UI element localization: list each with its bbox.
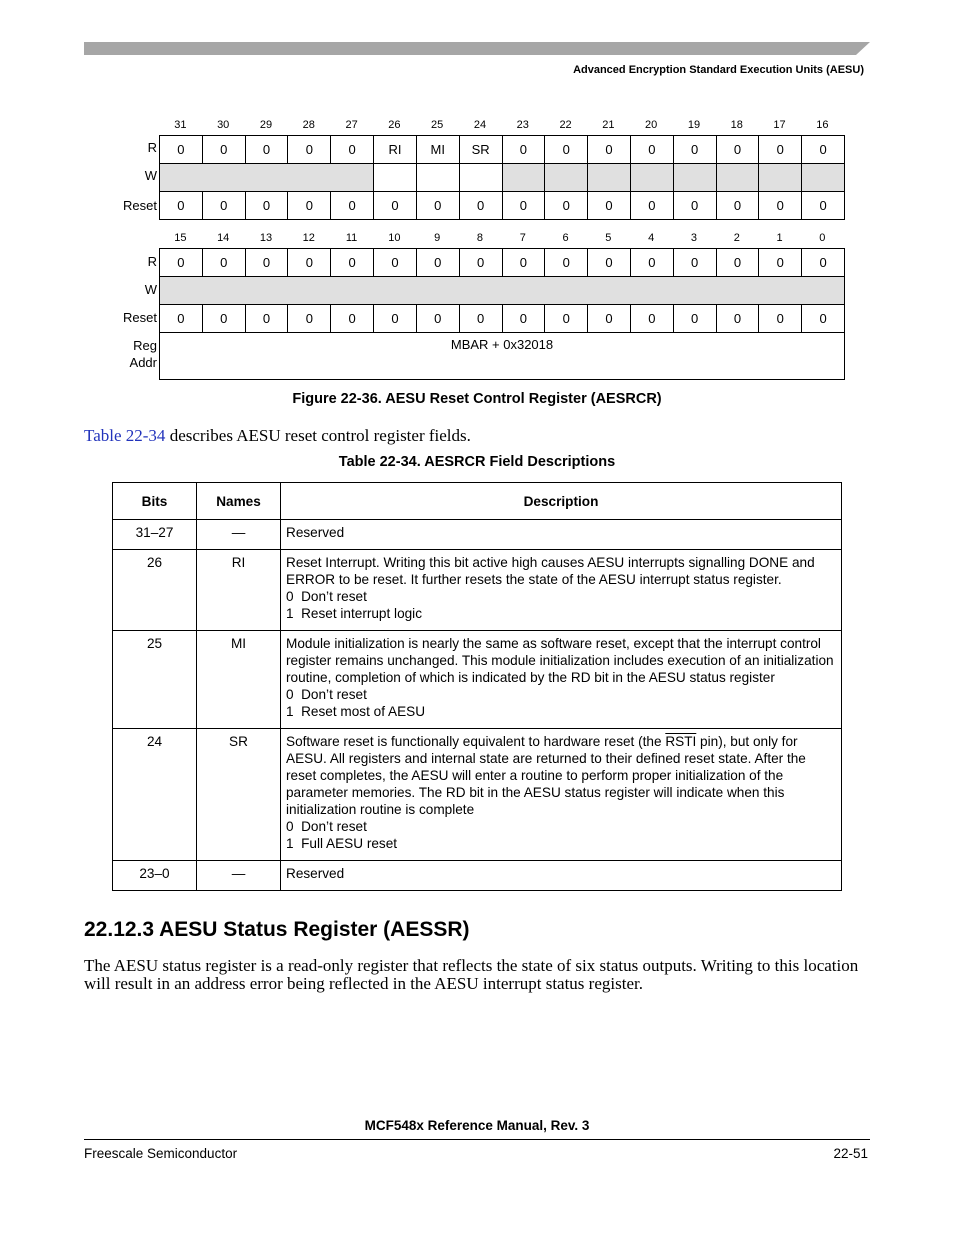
bit-number: 13 (259, 232, 273, 244)
header-description: Description (281, 483, 842, 520)
bit-number: 26 (388, 119, 401, 131)
description-text-b: pin), but only for AESU. All registers and internal state are returned to their defined reset state. After the reset completes, the AESU will enter a routine to perform proper initialization of the parameter memories. The RD bit in the AESU status register will indicate when this initialization routine is complete (286, 734, 806, 817)
write-cell (545, 164, 588, 192)
write-cell (759, 164, 802, 192)
read-row-lower (160, 249, 845, 277)
reset-bit-cell: 0 (673, 305, 716, 333)
cell-bits: 26 (113, 550, 197, 631)
intro-paragraph (84, 426, 471, 446)
table-row (113, 729, 842, 861)
reset-bit-cell: 0 (202, 305, 245, 333)
read-bit-cell: 0 (160, 249, 203, 277)
reset-bit-cell: 0 (459, 305, 502, 333)
bit-number: 28 (302, 119, 315, 131)
option-0: 0 Don’t reset (286, 687, 367, 702)
reset-bit-cell: 0 (802, 192, 845, 220)
reset-bit-cell: 0 (331, 305, 374, 333)
signal-name-rsti: RSTI (665, 734, 697, 749)
read-bit-cell: 0 (245, 136, 288, 164)
read-bit-cell: 0 (288, 136, 331, 164)
row-label-w: W (144, 282, 157, 297)
section-heading: 22.12.3 AESU Status Register (AESSR) (84, 918, 470, 941)
bit-number: 6 (562, 232, 569, 244)
read-bit-cell: 0 (716, 136, 759, 164)
footer-divider (84, 1139, 870, 1140)
cell-bits: 24 (113, 729, 197, 861)
reset-bit-cell: 0 (759, 192, 802, 220)
table-link[interactable]: Table 22-34 (84, 426, 166, 445)
bit-number: 31 (174, 119, 187, 131)
reset-bit-cell: 0 (545, 305, 588, 333)
bit-number: 18 (730, 119, 743, 131)
cell-name: — (197, 520, 281, 550)
bit-numbers-upper (159, 119, 844, 131)
read-bit-cell: 0 (545, 136, 588, 164)
row-label-reg: Reg (133, 338, 157, 353)
bit-number: 19 (687, 119, 701, 131)
read-bit-cell: 0 (759, 136, 802, 164)
register-upper-table (159, 135, 845, 220)
row-label-reset: Reset (123, 310, 157, 325)
bit-number: 23 (516, 119, 529, 131)
read-bit-cell: 0 (502, 249, 545, 277)
bit-number: 22 (559, 119, 572, 131)
write-cell (802, 164, 845, 192)
row-label-w: W (144, 168, 157, 183)
page-number: 22-51 (833, 1146, 868, 1161)
bit-number: 15 (174, 232, 187, 244)
write-cell-sr (459, 164, 502, 192)
cell-name: MI (197, 631, 281, 729)
cell-description (281, 550, 842, 631)
reset-bit-cell: 0 (160, 305, 203, 333)
write-cell (630, 164, 673, 192)
read-row-upper (160, 136, 845, 164)
read-bit-cell: 0 (802, 136, 845, 164)
field-descriptions-table (112, 482, 842, 891)
reset-bit-cell: 0 (288, 305, 331, 333)
read-bit-cell: 0 (759, 249, 802, 277)
cell-name: RI (197, 550, 281, 631)
read-bit-cell: 0 (802, 249, 845, 277)
reset-bit-cell: 0 (502, 305, 545, 333)
write-cell (673, 164, 716, 192)
bit-number: 12 (302, 232, 315, 244)
table-header-row (113, 483, 842, 520)
reset-bit-cell: 0 (374, 305, 417, 333)
read-bit-cell: 0 (331, 136, 374, 164)
reset-bit-cell: 0 (160, 192, 203, 220)
read-bit-cell: 0 (716, 249, 759, 277)
cell-description: Reserved (281, 861, 842, 891)
reset-bit-cell: 0 (416, 192, 459, 220)
bit-number: 27 (345, 119, 358, 131)
read-bit-cell: 0 (202, 249, 245, 277)
read-bit-cell: 0 (374, 249, 417, 277)
write-cell-mi (416, 164, 459, 192)
reset-row-upper (160, 192, 845, 220)
write-row-lower (160, 277, 845, 305)
write-cell (588, 164, 631, 192)
bit-number: 5 (605, 232, 612, 244)
read-bit-cell: 0 (331, 249, 374, 277)
cell-description (281, 729, 842, 861)
reset-bit-cell: 0 (673, 192, 716, 220)
reset-bit-cell: 0 (588, 192, 631, 220)
option-1: 1 Reset most of AESU (286, 704, 426, 719)
reset-bit-cell: 0 (588, 305, 631, 333)
option-0: 0 Don’t reset (286, 819, 367, 834)
bit-number: 9 (434, 232, 441, 244)
read-bit-cell: 0 (459, 249, 502, 277)
reset-row-lower (160, 305, 845, 333)
cell-bits: 25 (113, 631, 197, 729)
write-cell (502, 164, 545, 192)
figure-caption: Figure 22-36. AESU Reset Control Register (AESRCR) (292, 391, 662, 407)
reset-bit-cell: 0 (630, 305, 673, 333)
bit-number: 10 (388, 232, 401, 244)
reset-bit-cell: 0 (245, 305, 288, 333)
cell-description (281, 631, 842, 729)
read-bit-cell: 0 (202, 136, 245, 164)
bit-number: 2 (733, 232, 740, 244)
write-cell (716, 164, 759, 192)
option-1: 1 Reset interrupt logic (286, 606, 423, 621)
table-row (113, 520, 842, 550)
reset-bit-cell: 0 (416, 305, 459, 333)
register-lower-table (159, 248, 845, 380)
cell-bits: 31–27 (113, 520, 197, 550)
reset-bit-cell: 0 (716, 305, 759, 333)
table-row (113, 861, 842, 891)
bit-number: 7 (519, 232, 526, 244)
cell-name: SR (197, 729, 281, 861)
read-bit-cell: 0 (288, 249, 331, 277)
cell-description: Reserved (281, 520, 842, 550)
read-bit-cell: 0 (630, 249, 673, 277)
intro-text: describes AESU reset control register fields. (165, 426, 471, 445)
table-row (113, 631, 842, 729)
reset-bit-cell: 0 (802, 305, 845, 333)
option-0: 0 Don’t reset (286, 589, 367, 604)
description-text: Reset Interrupt. Writing this bit active high causes AESU interrupts signalling DONE and ERROR to be reset. It further resets the state of the AESU interrupt status register. (286, 555, 815, 587)
footer-title: MCF548x Reference Manual, Rev. 3 (364, 1118, 590, 1133)
read-bit-cell: SR (459, 136, 502, 164)
write-cell-ri (374, 164, 417, 192)
reset-bit-cell: 0 (459, 192, 502, 220)
bit-number: 3 (690, 232, 698, 244)
read-bit-cell: 0 (502, 136, 545, 164)
reset-bit-cell: 0 (502, 192, 545, 220)
description-text-a: Software reset is functionally equivalent to hardware reset (the (286, 734, 666, 749)
address-row (160, 333, 845, 380)
header-bar (84, 42, 870, 55)
bit-number: 14 (217, 232, 230, 244)
bit-number: 4 (648, 232, 655, 244)
read-bit-cell: 0 (416, 249, 459, 277)
read-bit-cell: 0 (673, 136, 716, 164)
row-label-addr: Addr (129, 355, 157, 370)
read-bit-cell: RI (374, 136, 417, 164)
table-row (113, 550, 842, 631)
row-label-reset: Reset (123, 198, 157, 213)
reset-bit-cell: 0 (288, 192, 331, 220)
table-caption: Table 22-34. AESRCR Field Descriptions (338, 454, 616, 470)
running-header: Advanced Encryption Standard Execution Units (AESU) (573, 64, 864, 76)
read-bit-cell: 0 (588, 249, 631, 277)
bit-number: 21 (602, 119, 615, 131)
bit-number: 20 (645, 119, 658, 131)
bit-number: 25 (431, 119, 444, 131)
write-cell-reserved (160, 164, 374, 192)
header-bits: Bits (113, 483, 197, 520)
description-text: Module initialization is nearly the same as software reset, except that the interrupt control register remains unchanged. This module initialization includes execution of an initialization routine, completion of which is indicated by the RD bit in the AESU status register (286, 636, 834, 685)
footer-company: Freescale Semiconductor (84, 1146, 238, 1161)
row-label-r: R (147, 254, 157, 269)
bit-number: 17 (773, 119, 786, 131)
bit-number: 8 (476, 232, 484, 244)
write-cell-reserved (160, 277, 845, 305)
cell-name: — (197, 861, 281, 891)
read-bit-cell: 0 (630, 136, 673, 164)
bit-numbers-lower (159, 232, 844, 244)
reset-bit-cell: 0 (545, 192, 588, 220)
read-bit-cell: MI (416, 136, 459, 164)
read-bit-cell: 0 (588, 136, 631, 164)
read-bit-cell: 0 (160, 136, 203, 164)
reset-bit-cell: 0 (630, 192, 673, 220)
bit-number: 0 (819, 232, 826, 244)
reset-bit-cell: 0 (331, 192, 374, 220)
bit-number: 16 (816, 119, 829, 131)
read-bit-cell: 0 (673, 249, 716, 277)
bit-number: 29 (259, 119, 273, 131)
bit-number: 11 (345, 232, 358, 244)
reset-bit-cell: 0 (716, 192, 759, 220)
description-text (286, 733, 836, 818)
row-label-r: R (147, 140, 157, 155)
reset-bit-cell: 0 (759, 305, 802, 333)
cell-bits: 23–0 (113, 861, 197, 891)
read-bit-cell: 0 (545, 249, 588, 277)
reset-bit-cell: 0 (374, 192, 417, 220)
write-row-upper (160, 164, 845, 192)
reset-bit-cell: 0 (245, 192, 288, 220)
header-names: Names (197, 483, 281, 520)
section-paragraph: The AESU status register is a read-only register that reflects the state of six status outputs. Writing to this location will result in an address error being reflected in the AESU interrupt status register. (84, 956, 859, 993)
bit-number: 30 (217, 119, 230, 131)
option-1: 1 Full AESU reset (286, 836, 398, 851)
bit-number: 1 (776, 232, 783, 244)
read-bit-cell: 0 (245, 249, 288, 277)
reset-bit-cell: 0 (202, 192, 245, 220)
bit-number: 24 (473, 119, 487, 131)
register-address: MBAR + 0x32018 (160, 333, 845, 380)
